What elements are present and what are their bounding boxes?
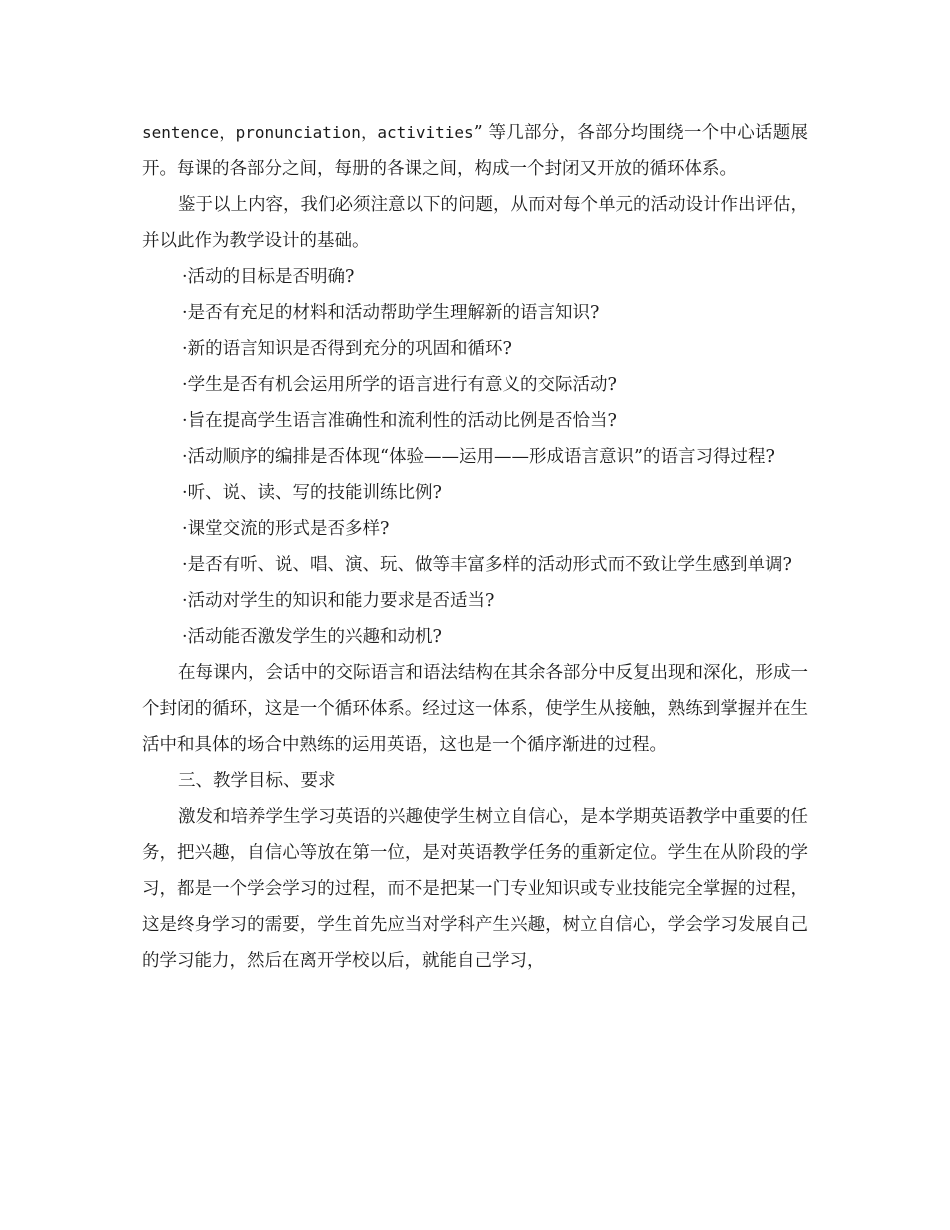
- bullet-item: ·是否有充足的材料和活动帮助学生理解新的语言知识?: [182, 303, 600, 323]
- bullet-item: ·新的语言知识是否得到充分的巩固和循环?: [182, 339, 512, 359]
- latin-terms: sentence，pronunciation，activities: [142, 123, 474, 142]
- bullet-item: ·是否有听、说、唱、演、玩、做等丰富多样的活动形式而不致让学生感到单调?: [182, 555, 792, 575]
- bullet-item: ·学生是否有机会运用所学的语言进行有意义的交际活动?: [182, 375, 617, 395]
- bullet-item: ·活动对学生的知识和能力要求是否适当?: [182, 591, 495, 611]
- bullet-item: ·旨在提高学生语言准确性和流利性的活动比例是否恰当?: [182, 411, 617, 431]
- bullet-item: ·活动顺序的编排是否体现“体验——运用——形成语言意识”的语言习得过程?: [182, 447, 775, 467]
- bullet-item: ·活动的目标是否明确?: [182, 267, 355, 287]
- paragraph-continued: [142, 115, 808, 187]
- paragraph-evaluation-intro: 鉴于以上内容，我们必须注意以下的问题，从而对每个单元的活动设计作出评估，并以此作为教学设计的基础。: [142, 195, 808, 251]
- section-heading: 三、教学目标、要求: [178, 771, 336, 791]
- bullet-item: ·课堂交流的形式是否多样?: [182, 519, 390, 539]
- paragraph-cycle-system: 在每课内，会话中的交际语言和语法结构在其余各部分中反复出现和深化，形成一个封闭的循环，这是一个循环体系。经过这一体系，使学生从接触，熟练到掌握并在生活中和具体的场合中熟练的运用英语，这也是一个循序渐进的过程。: [142, 663, 808, 755]
- bullet-item: ·活动能否激发学生的兴趣和动机?: [182, 627, 442, 647]
- document-page: [142, 115, 808, 979]
- paragraph-continued-text: ” 等几部分，各部分均围绕一个中心话题展开。每课的各部分之间，每册的各课之间，构成一个封闭又开放的循环体系。: [142, 123, 808, 179]
- paragraph-teaching-goals: 激发和培养学生学习英语的兴趣使学生树立自信心，是本学期英语教学中重要的任务，把兴趣，自信心等放在第一位，是对英语教学任务的重新定位。学生在从阶段的学习，都是一个学会学习的过程，而不是把某一门专业知识或专业技能完全掌握的过程，这是终身学习的需要，学生首先应当对学科产生兴趣，树立自信心，学会学习发展自己的学习能力，然后在离开学校以后，就能自己学习，: [142, 807, 808, 971]
- bullet-item: ·听、说、读、写的技能训练比例?: [182, 483, 442, 503]
